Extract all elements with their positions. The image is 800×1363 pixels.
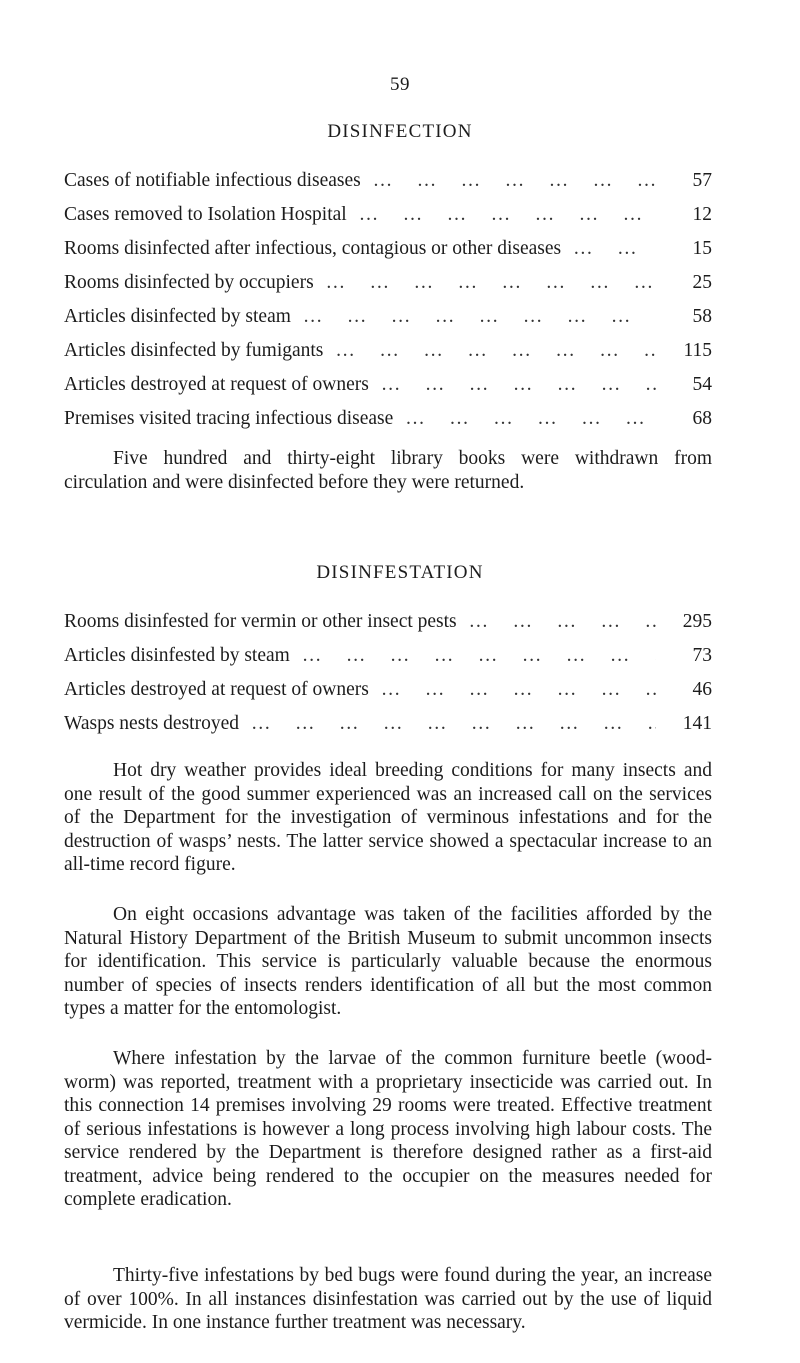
stat-row <box>64 713 712 747</box>
stat-value: 295 <box>682 611 712 632</box>
dot-leader <box>291 306 656 328</box>
stat-row <box>64 374 712 408</box>
page-number: 59 <box>390 74 410 95</box>
stat-value: 68 <box>692 408 712 429</box>
dot-leader <box>361 170 656 192</box>
dot-leader <box>561 238 656 260</box>
stat-value: 141 <box>682 713 712 734</box>
stat-label: Wasps nests destroyed <box>64 713 239 734</box>
stat-value: 58 <box>692 306 712 327</box>
stat-row <box>64 238 712 272</box>
paragraph-bed-bugs: Thirty-five infestations by bed bugs were found during the year, an increase of over 100%. In all instances disinfestation was carried out by the use of liquid vermicide. In one instance further treatment was necessary. <box>64 1265 712 1333</box>
stat-row <box>64 170 712 204</box>
stat-label: Articles disinfested by steam <box>64 645 290 666</box>
disinfection-note: Five hundred and thirty-eight library books were withdrawn from circulation and were disinfected before they were returned. <box>64 448 712 493</box>
stat-label: Articles destroyed at request of owners <box>64 679 369 700</box>
stat-value: 15 <box>692 238 712 259</box>
stat-row <box>64 679 712 713</box>
stat-label: Rooms disinfected by occupiers <box>64 272 314 293</box>
paragraph-woodworm: Where infestation by the larvae of the common furniture beetle (wood-worm) was reported, treatment with a proprietary insecticide was carried out. In this connection 14 premises involving 29 rooms were treated. Effective treatment of serious infestations is however a long process involving high labour costs. The service rendered by the Department is therefore designed rather as a first-aid treatment, advice being rendered to the occupier on the measures needed for complete eradication. <box>64 1048 712 1210</box>
stat-label: Rooms disinfected after infectious, contagious or other diseases <box>64 238 562 259</box>
paragraph-british-museum: On eight occasions advantage was taken of the facilities afforded by the Natural History Department of the British Museum to submit uncommon insects for identification. This service is particularly valuable because the enormous number of species of insects renders identification of all but the most common types a matter for the entomologist. <box>64 904 712 1019</box>
stat-value: 46 <box>692 679 712 700</box>
paragraph-hot-weather: Hot dry weather provides ideal breeding conditions for many insects and one result of the good summer experienced was an increased call on the services of the Department for the investigation of verminous infestations and for the destruction of wasps’ nests. The latter service showed a spectacular increase to an all-time record figure. <box>64 760 712 875</box>
stat-value: 73 <box>692 645 712 666</box>
stat-value: 115 <box>683 340 712 361</box>
dot-leader <box>393 408 656 430</box>
dot-leader <box>323 340 656 362</box>
stat-row <box>64 272 712 306</box>
disinfestation-title: DISINFESTATION <box>316 562 484 583</box>
stat-label: Rooms disinfested for vermin or other insect pests <box>64 611 457 632</box>
disinfestation-stats <box>64 611 712 747</box>
dot-leader <box>314 272 656 294</box>
dot-leader <box>290 645 656 667</box>
stat-label: Articles disinfected by fumigants <box>64 340 324 361</box>
stat-row <box>64 611 712 645</box>
disinfection-stats <box>64 170 712 442</box>
stat-value: 54 <box>692 374 712 395</box>
stat-value: 25 <box>692 272 712 293</box>
stat-label: Articles disinfected by steam <box>64 306 291 327</box>
stat-row <box>64 645 712 679</box>
stat-label: Cases removed to Isolation Hospital <box>64 204 347 225</box>
stat-label: Cases of notifiable infectious diseases <box>64 170 361 191</box>
dot-leader <box>369 374 656 396</box>
disinfection-title: DISINFECTION <box>327 121 473 142</box>
stat-row <box>64 204 712 238</box>
dot-leader <box>347 204 656 226</box>
stat-row <box>64 340 712 374</box>
stat-value: 12 <box>692 204 712 225</box>
stat-row <box>64 408 712 442</box>
dot-leader <box>239 713 656 735</box>
stat-value: 57 <box>692 170 712 191</box>
stat-row <box>64 306 712 340</box>
stat-label: Premises visited tracing infectious disease <box>64 408 394 429</box>
dot-leader <box>369 679 656 701</box>
stat-label: Articles destroyed at request of owners <box>64 374 369 395</box>
dot-leader <box>457 611 656 633</box>
